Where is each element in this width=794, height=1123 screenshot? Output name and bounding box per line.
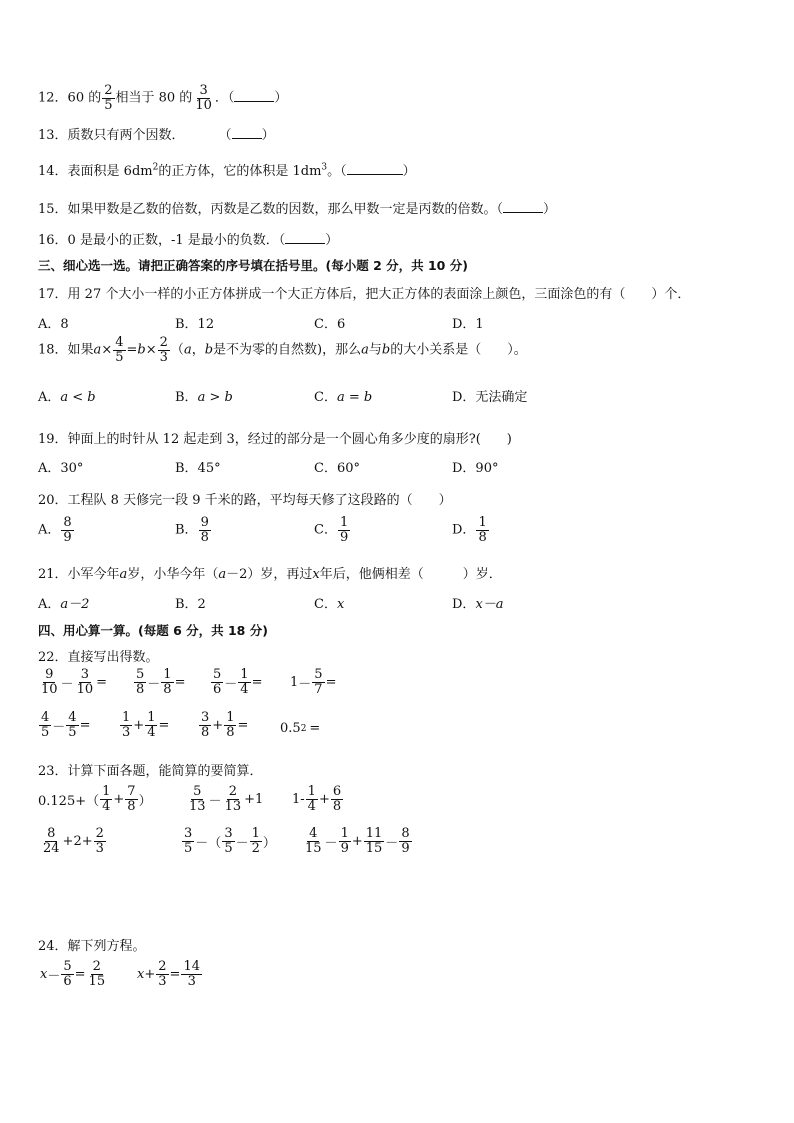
- q22-expr-8: [280, 721, 320, 736]
- fraction: [158, 336, 170, 364]
- q21-text-c: －2）岁，再过: [226, 567, 313, 582]
- numerator: 2: [92, 959, 101, 974]
- q24-equation-2: [137, 960, 203, 988]
- fraction: [75, 668, 96, 696]
- q13-paren-open: （: [218, 128, 232, 143]
- q23-expr-4: [40, 827, 107, 855]
- fraction: [339, 827, 351, 855]
- numerator: 8: [63, 515, 72, 530]
- minus: －: [208, 793, 222, 809]
- q23-expr-2: [186, 785, 263, 813]
- q23-expr-1: [38, 785, 152, 813]
- fraction: [211, 668, 223, 696]
- equals: =: [169, 966, 181, 982]
- numerator: 1: [240, 667, 249, 682]
- q16-paren-close: ）: [325, 233, 339, 248]
- q19-option-d[interactable]: D．90°: [452, 461, 499, 476]
- denominator: 5: [115, 349, 124, 365]
- plus: +: [351, 833, 363, 849]
- question-13: [38, 124, 275, 143]
- numerator: 9: [45, 667, 54, 682]
- numerator: 14: [183, 959, 200, 974]
- q23-expr-5: [181, 827, 276, 855]
- q20-option-a[interactable]: [38, 516, 75, 544]
- numerator: 6: [332, 784, 342, 799]
- question-23-title: 23．计算下面各题，能简算的要简算．: [38, 764, 263, 779]
- numerator: 4: [115, 335, 124, 350]
- q18-text-c: ，: [191, 342, 205, 358]
- q21-text-a: 21．小军今年: [38, 567, 120, 582]
- numerator: 1: [147, 710, 156, 725]
- denominator: 8: [136, 681, 145, 697]
- numerator: 3: [199, 83, 208, 98]
- q14-text-d: ）: [402, 164, 416, 179]
- q22-expr-7: [198, 711, 248, 739]
- option-label: A．: [38, 597, 61, 612]
- q19-option-a[interactable]: A．30°: [38, 461, 84, 476]
- answer-blank[interactable]: [285, 231, 325, 244]
- number: 0.125+（: [38, 793, 100, 809]
- fraction: [125, 785, 137, 813]
- fraction: [120, 711, 132, 739]
- q13-paren-close: ）: [261, 128, 275, 143]
- q19-option-c[interactable]: C．60°: [314, 461, 360, 476]
- question-22-title: 22．直接写出得数。: [38, 650, 159, 665]
- numerator: 2: [159, 335, 168, 350]
- var-a: a: [361, 342, 369, 358]
- denominator: 8: [201, 724, 210, 740]
- q22-expr-4: [290, 668, 336, 696]
- question-12: [38, 84, 287, 112]
- one: 1: [290, 674, 299, 690]
- equals: =: [74, 966, 86, 982]
- q12-text-a: 12．60 的: [38, 90, 102, 106]
- denominator: 8: [200, 529, 209, 545]
- numerator: 2: [104, 83, 113, 98]
- q18-text-f: 的大小关系是（ ）。: [390, 342, 527, 358]
- fraction: [61, 516, 73, 544]
- denominator: 3: [187, 973, 196, 989]
- var-b: b: [137, 342, 146, 358]
- q20-option-b[interactable]: [175, 516, 212, 544]
- numerator: 3: [224, 826, 233, 841]
- fraction: [113, 336, 125, 364]
- q17-option-c[interactable]: C．6: [314, 317, 346, 332]
- denominator: 4: [102, 798, 111, 814]
- superscript: 2: [152, 162, 159, 173]
- section-3-heading: 三、细心选一选。请把正确答案的序号填在括号里。(每小题 2 分，共 10 分): [38, 258, 468, 273]
- numerator: 1: [163, 667, 172, 682]
- q17-option-a[interactable]: A．8: [38, 317, 69, 332]
- denominator: 9: [339, 529, 349, 545]
- fraction: [161, 668, 173, 696]
- left-paren: （: [208, 835, 222, 851]
- numerator: 7: [127, 784, 136, 799]
- denominator: 8: [163, 681, 172, 697]
- question-14: [38, 160, 416, 179]
- minus: －: [298, 676, 312, 692]
- q18-text-e: 与: [368, 342, 382, 358]
- denominator: 9: [340, 840, 349, 856]
- fraction: [364, 827, 385, 855]
- q21-option-c[interactable]: [314, 593, 344, 612]
- answer-blank[interactable]: [234, 89, 274, 102]
- fraction: [303, 827, 324, 855]
- var-a: a: [183, 342, 192, 358]
- numerator: 5: [63, 959, 72, 974]
- minus: －: [47, 968, 61, 984]
- option-math: a < b: [60, 390, 96, 405]
- numerator: 2: [158, 959, 167, 974]
- plus: +: [212, 717, 224, 733]
- numerator: 11: [365, 826, 383, 841]
- superscript: 3: [321, 162, 328, 173]
- numerator: 1: [478, 515, 487, 530]
- q22-expr-6: [119, 711, 169, 739]
- numerator: 8: [401, 826, 410, 841]
- fraction: [399, 827, 411, 855]
- numerator: 2: [95, 826, 104, 841]
- q19-option-b[interactable]: B．45°: [175, 461, 221, 476]
- question-16: [38, 229, 338, 248]
- fraction: [476, 516, 488, 544]
- minus: －: [147, 676, 161, 692]
- numerator: 3: [184, 826, 193, 841]
- numerator: 3: [80, 667, 89, 682]
- denominator: 5: [41, 724, 50, 740]
- denominator: 4: [240, 681, 249, 697]
- numerator: 1: [226, 710, 235, 725]
- denominator: 24: [43, 840, 60, 856]
- q14-text-b: 的正方体，它的体积是 1dm: [158, 164, 322, 179]
- fraction: [306, 785, 318, 813]
- denominator: 8: [127, 798, 136, 814]
- q22-expr-3: [210, 668, 262, 696]
- fraction: [134, 668, 146, 696]
- equals: =: [158, 717, 170, 733]
- fraction: [61, 960, 73, 988]
- minus: －: [235, 835, 249, 851]
- q21-option-a[interactable]: [38, 593, 89, 612]
- fraction: [222, 827, 234, 855]
- numerator: 1: [340, 826, 349, 841]
- q24-equation-1: [40, 960, 108, 988]
- right-paren: ）: [138, 793, 152, 809]
- equals: =: [126, 342, 138, 358]
- option-math: a > b: [197, 390, 233, 405]
- option-label: C．: [314, 522, 337, 538]
- minus: －: [324, 835, 338, 851]
- question-17: 17．用 27 个大小一样的小正方体拼成一个大正方体后，把大正方体的表面涂上颜色，三面涂色的有（ ）个．: [38, 287, 691, 302]
- times: ×: [145, 342, 157, 358]
- plus: +: [113, 791, 125, 807]
- option-label: D．: [452, 522, 476, 538]
- answer-blank[interactable]: [347, 162, 403, 175]
- fraction: [223, 785, 244, 813]
- denominator: 10: [76, 681, 94, 697]
- denominator: 5: [184, 840, 193, 856]
- minus: －: [224, 676, 238, 692]
- fraction: [66, 711, 78, 739]
- option-label: D．: [452, 597, 476, 612]
- denominator: 8: [226, 724, 235, 740]
- plus: +: [318, 791, 330, 807]
- q21-option-b[interactable]: B．2: [175, 597, 206, 612]
- fraction: [238, 668, 250, 696]
- fraction: [181, 960, 202, 988]
- denominator: 5: [68, 724, 77, 740]
- superscript: 2: [300, 723, 307, 734]
- numerator: 4: [309, 826, 318, 841]
- denominator: 7: [314, 681, 323, 697]
- number: 0.5: [280, 721, 301, 736]
- denominator: 4: [147, 724, 156, 740]
- numerator: 1: [122, 710, 131, 725]
- fraction: [338, 516, 350, 544]
- q12-text-c: ．（: [214, 90, 235, 106]
- q21-text-b: 岁，小华今年（: [127, 567, 219, 582]
- var-x: x: [312, 567, 320, 582]
- fraction: [41, 827, 62, 855]
- denominator: 13: [189, 798, 206, 814]
- times: ×: [101, 342, 113, 358]
- q17-option-d[interactable]: D．1: [452, 317, 484, 332]
- q22-expr-5: [38, 711, 90, 739]
- minus: －: [195, 835, 209, 851]
- option-math: x－a: [475, 597, 504, 612]
- q20-option-c[interactable]: [314, 516, 351, 544]
- answer-blank[interactable]: [503, 200, 543, 213]
- minus: －: [385, 835, 399, 851]
- denominator: 15: [365, 840, 383, 856]
- equals: =: [325, 674, 337, 690]
- q14-text-c: 。（: [327, 164, 347, 179]
- q18-text-b: （: [170, 342, 184, 358]
- fraction: [87, 960, 108, 988]
- var-x: x: [40, 966, 48, 982]
- question-15: [38, 198, 556, 217]
- option-math: x: [336, 597, 345, 612]
- q23-expr-6: [302, 827, 413, 855]
- fraction: [156, 960, 168, 988]
- fraction: [102, 84, 114, 112]
- option-math: a－2: [60, 597, 90, 612]
- denominator: 15: [305, 840, 322, 856]
- numerator: 3: [201, 710, 210, 725]
- q22-expr-2: [133, 668, 185, 696]
- var-b: b: [204, 342, 214, 358]
- denominator: 5: [224, 840, 233, 856]
- answer-blank[interactable]: [232, 126, 262, 139]
- denominator: 6: [63, 973, 72, 989]
- denominator: 10: [41, 681, 58, 697]
- equals: =: [174, 674, 186, 690]
- numerator: 1: [339, 515, 349, 530]
- minus: －: [52, 719, 66, 735]
- question-18: [38, 336, 527, 364]
- fraction: [199, 516, 211, 544]
- fraction: [182, 827, 194, 855]
- equals: =: [79, 717, 91, 733]
- q12-text-d: ）: [274, 90, 288, 106]
- numerator: 1: [251, 826, 260, 841]
- numerator: 2: [228, 784, 237, 799]
- fraction: [145, 711, 157, 739]
- question-19: 19．钟面上的时针从 12 起走到 3，经过的部分是一个圆心角多少度的扇形?( ): [38, 432, 512, 447]
- option-label: A．: [38, 390, 61, 405]
- option-label: C．: [314, 390, 337, 405]
- q20-option-d[interactable]: [452, 516, 490, 544]
- numerator: 9: [200, 515, 209, 530]
- q15-paren-close: ）: [543, 202, 557, 217]
- numerator: 5: [314, 667, 323, 682]
- denominator: 10: [195, 97, 212, 113]
- q21-text-d: 年后，他俩相差（ ）岁．: [319, 567, 502, 582]
- numerator: 5: [193, 784, 202, 799]
- equals: =: [309, 721, 321, 736]
- numerator: 1: [102, 784, 111, 799]
- minus: －: [60, 676, 74, 692]
- fraction: [224, 711, 236, 739]
- plus: +: [144, 966, 156, 982]
- numerator: 4: [68, 710, 77, 725]
- fraction: [312, 668, 324, 696]
- numerator: 8: [47, 826, 56, 841]
- q18-option-d[interactable]: D．无法确定: [452, 390, 528, 405]
- q12-text-b: 相当于 80 的: [115, 90, 193, 106]
- q17-option-b[interactable]: B．12: [175, 317, 215, 332]
- denominator: 3: [159, 349, 168, 365]
- denominator: 9: [63, 529, 72, 545]
- fraction: [187, 785, 208, 813]
- option-label: C．: [314, 597, 337, 612]
- q23-expr-3: [292, 785, 344, 813]
- denominator: 6: [213, 681, 222, 697]
- right-paren: ）: [262, 835, 276, 851]
- var-a: a: [93, 342, 102, 358]
- question-20: 20．工程队 8 天修完一段 9 千米的路，平均每天修了这段路的（ ）: [38, 493, 452, 508]
- fraction: [331, 785, 343, 813]
- one-minus: 1-: [292, 791, 305, 807]
- denominator: 8: [332, 798, 342, 814]
- fraction: [100, 785, 112, 813]
- fraction: [39, 711, 51, 739]
- fraction: [193, 84, 214, 112]
- option-label: A．: [38, 522, 61, 538]
- plus-two-plus: +2+: [62, 833, 93, 849]
- equals: =: [237, 717, 249, 733]
- denominator: 3: [95, 840, 104, 856]
- q21-option-d[interactable]: [452, 593, 504, 612]
- section-4-heading: 四、用心算一算。(每题 6 分，共 18 分): [38, 623, 268, 638]
- denominator: 3: [158, 973, 167, 989]
- q18-option-b[interactable]: [175, 386, 233, 405]
- denominator: 15: [88, 973, 106, 989]
- numerator: 5: [136, 667, 145, 682]
- q22-expr-1: [38, 668, 107, 696]
- q16-text: 16．0 是最小的正数，-1 是最小的负数．（: [38, 233, 286, 248]
- denominator: 13: [224, 798, 242, 814]
- var-x: x: [137, 966, 145, 982]
- option-math: a = b: [336, 390, 373, 405]
- denominator: 9: [401, 840, 410, 856]
- equals: =: [96, 674, 108, 690]
- denominator: 8: [478, 529, 487, 545]
- var-b: b: [381, 342, 391, 358]
- option-label: B．: [175, 522, 198, 538]
- question-21: [38, 563, 502, 582]
- question-24-title: 24．解下列方程。: [38, 939, 146, 954]
- var-a: a: [119, 567, 128, 582]
- q15-text: 15．如果甲数是乙数的倍数，丙数是乙数的因数，那么甲数一定是丙数的倍数。（: [38, 202, 504, 217]
- q18-text-a: 18．如果: [38, 342, 94, 358]
- fraction: [94, 827, 106, 855]
- var-a: a: [218, 567, 227, 582]
- denominator: 5: [104, 97, 113, 113]
- fraction: [39, 668, 60, 696]
- denominator: 3: [122, 724, 131, 740]
- q18-option-c[interactable]: [314, 386, 372, 405]
- denominator: 2: [251, 840, 260, 856]
- option-label: B．: [175, 390, 198, 405]
- q18-text-d: 是不为零的自然数)，那么: [213, 342, 362, 358]
- q18-option-a[interactable]: [38, 386, 96, 405]
- numerator: 5: [213, 667, 222, 682]
- equals: =: [251, 674, 263, 690]
- plus-one: +1: [244, 791, 264, 807]
- numerator: 1: [307, 784, 316, 799]
- fraction: [250, 827, 262, 855]
- plus: +: [133, 717, 145, 733]
- q13-text: 13．质数只有两个因数．: [38, 128, 185, 143]
- denominator: 4: [307, 798, 316, 814]
- fraction: [199, 711, 211, 739]
- numerator: 4: [41, 710, 50, 725]
- q14-text-a: 14．表面积是 6dm: [38, 164, 153, 179]
